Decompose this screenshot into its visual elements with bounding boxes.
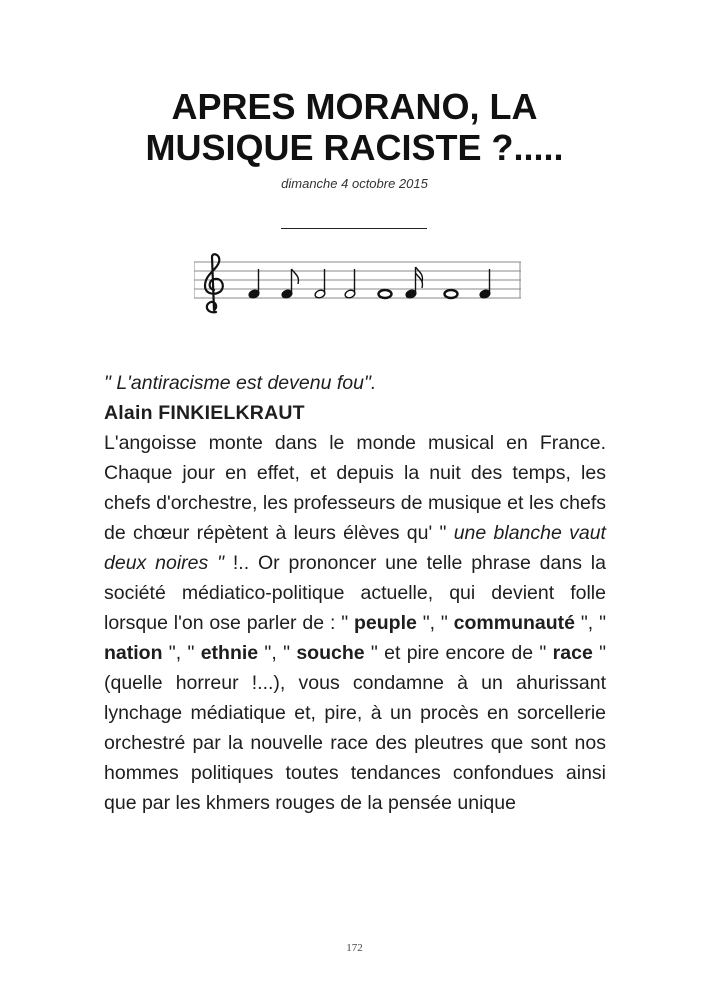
separator-2: ", " (575, 612, 606, 634)
article-title (0, 86, 709, 168)
article-paragraph (104, 428, 606, 818)
title-line-2: MUSIQUE RACISTE ?..... (145, 127, 564, 168)
half-note-1 (314, 269, 326, 299)
title-line-1: APRES MORANO, LA (171, 86, 538, 127)
music-staff-image (194, 252, 524, 318)
keyword-nation: nation (104, 642, 163, 664)
separator-4: ", " (258, 642, 297, 664)
keyword-race: race (552, 642, 593, 664)
article-body (104, 368, 606, 818)
treble-clef-icon (205, 254, 223, 312)
sixteenth-note (405, 267, 422, 299)
keyword-ethnie: ethnie (200, 642, 259, 664)
quote-author: Alain FINKIELKRAUT (104, 402, 305, 424)
separator-line (281, 228, 427, 229)
separator-3: ", " (162, 642, 201, 664)
keyword-souche: souche (296, 642, 365, 664)
keyword-peuple: peuple (354, 612, 417, 634)
separator-1: ", " (416, 612, 454, 634)
whole-note-1 (379, 290, 392, 298)
epigraph-quote: " L'antiracisme est devenu fou". (104, 372, 377, 394)
half-note-2 (344, 269, 356, 299)
keyword-communaute: communauté (453, 612, 576, 634)
separator-5: " et pire encore de " (364, 642, 553, 664)
quarter-note-2 (479, 269, 491, 299)
page-number: 172 (346, 942, 363, 954)
quarter-note-1 (248, 269, 260, 299)
publication-date: dimanche 4 octobre 2015 (281, 176, 428, 191)
paragraph-text-1: L'angoisse monte dans le monde musical en France. Chaque jour en effet, et depuis la nuit des temps, les chefs d'orchestre, les professeurs de musique et les chefs de chœur répètent à leurs élèves qu' " (104, 432, 606, 544)
eighth-note (281, 269, 298, 299)
paragraph-text-2: !.. Or prononcer une telle phrase dans la société médiatico-politique actuelle, qui devient folle lorsque l'on ose parler de : " (104, 552, 606, 634)
whole-note-2 (445, 290, 458, 298)
paragraph-quote-italic: une blanche vaut deux noires " (104, 522, 606, 574)
paragraph-text-3: " (quelle horreur !...), vous condamne à un ahurissant lynchage médiatique et, pire, à un procès en sorcellerie orchestré par la nouvelle race des pleutres que sont nos hommes politiques toutes tendances confondues ainsi que par les khmers rouges de la pensée unique (104, 642, 607, 814)
